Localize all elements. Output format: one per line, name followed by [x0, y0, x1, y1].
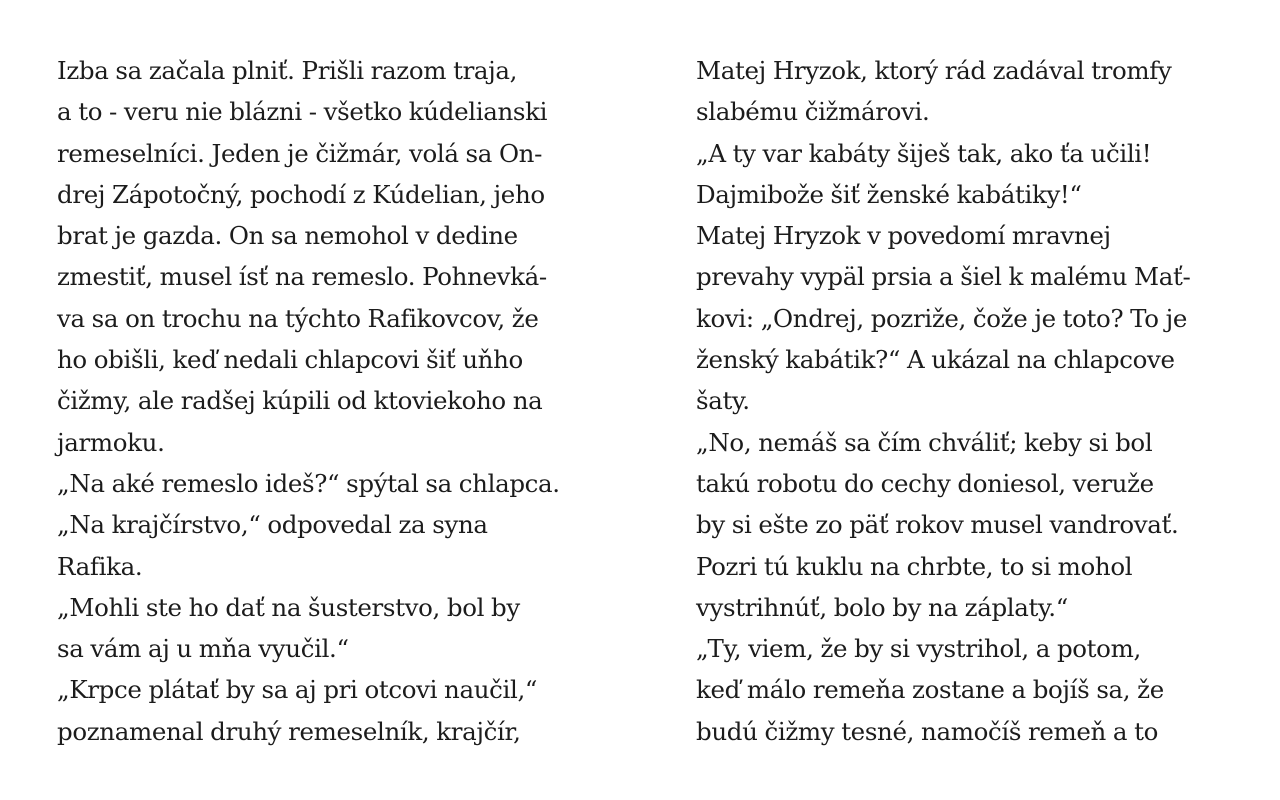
- text-line: by si ešte zo päť rokov musel vandrovať.: [696, 510, 1179, 540]
- text-line: „Na krajčírstvo,“ odpovedal za syna: [57, 510, 488, 540]
- text-line: takú robotu do cechy doniesol, veruže: [696, 468, 1154, 498]
- text-line: Matej Hryzok v povedomí mravnej: [696, 221, 1111, 251]
- text-line: ho obišli, keď nedali chlapcovi šiť uňho: [57, 345, 523, 375]
- text-line: va sa on trochu na týchto Rafikovcov, že: [57, 303, 539, 333]
- text-line: Dajmibože šiť ženské kabátiky!“: [696, 179, 1082, 209]
- text-line: brat je gazda. On sa nemohol v dedine: [57, 221, 518, 251]
- text-line: Rafika.: [57, 551, 143, 581]
- text-line: šaty.: [696, 386, 750, 416]
- text-line: „A ty var kabáty šiješ tak, ako ťa učili!: [696, 138, 1152, 168]
- text-line: „No, nemáš sa čím chváliť; keby si bol: [696, 427, 1153, 457]
- left-page: [57, 50, 617, 752]
- text-line: kovi: „Ondrej, pozriže, čože je toto? To je: [696, 303, 1187, 333]
- text-line: čižmy, ale radšej kúpili od ktoviekoho na: [57, 386, 543, 416]
- text-line: drej Zápotočný, pochodí z Kúdelian, jeho: [57, 179, 545, 209]
- text-line: zmestiť, musel ísť na remeslo. Pohnevká-: [57, 262, 547, 292]
- text-line: „Na aké remeslo ideš?“ spýtal sa chlapca.: [57, 468, 560, 498]
- text-line: poznamenal druhý remeselník, krajčír,: [57, 716, 521, 746]
- right-page: [696, 50, 1256, 752]
- text-line: budú čižmy tesné, namočíš remeň a to: [696, 716, 1158, 746]
- text-line: „Krpce plátať by sa aj pri otcovi naučil,“: [57, 675, 538, 705]
- text-line: slabému čižmárovi.: [696, 97, 930, 127]
- text-line: „Ty, viem, že by si vystrihol, a potom,: [696, 634, 1141, 664]
- text-line: vystrihnúť, bolo by na záplaty.“: [696, 592, 1068, 622]
- text-line: a to - veru nie blázni - všetko kúdelianski: [57, 97, 548, 127]
- text-line: sa vám aj u mňa vyučil.“: [57, 634, 349, 664]
- text-line: prevahy vypäl prsia a šiel k malému Mať-: [696, 262, 1191, 292]
- text-line: jarmoku.: [57, 427, 165, 457]
- text-line: „Mohli ste ho dať na šusterstvo, bol by: [57, 592, 520, 622]
- text-line: Pozri tú kuklu na chrbte, to si mohol: [696, 551, 1133, 581]
- text-line: Izba sa začala plniť. Prišli razom traja,: [57, 56, 518, 85]
- text-line: remeselníci. Jeden je čižmár, volá sa On-: [57, 138, 543, 168]
- text-line: ženský kabátik?“ A ukázal na chlapcove: [696, 345, 1175, 375]
- text-line: Matej Hryzok, ktorý rád zadával tromfy: [696, 56, 1172, 85]
- text-line: keď málo remeňa zostane a bojíš sa, že: [696, 675, 1164, 705]
